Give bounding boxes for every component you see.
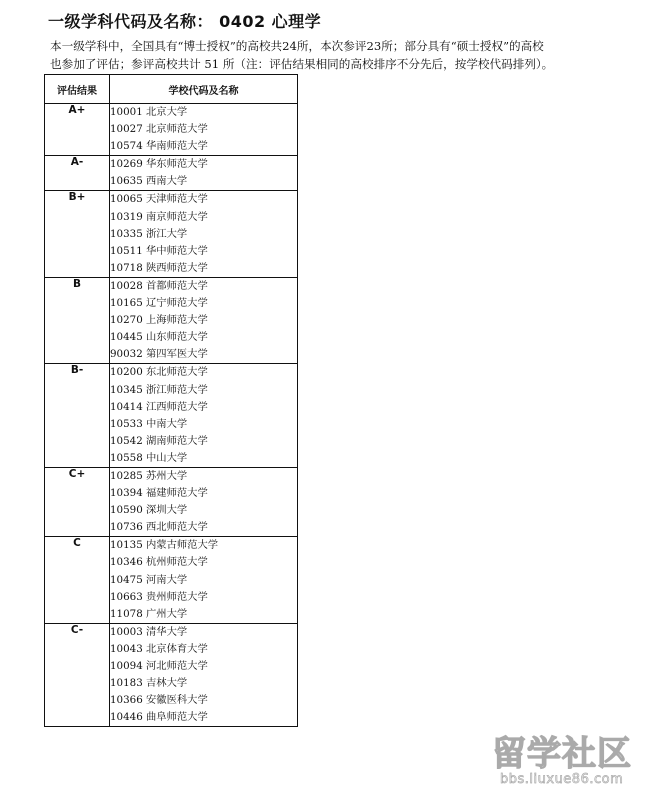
school-code: 90032 — [110, 348, 143, 361]
grade-cell: A+ — [45, 104, 110, 156]
school-name: 江西师范大学 — [146, 400, 208, 413]
school-code: 10663 — [110, 590, 143, 603]
school-code: 10366 — [110, 694, 143, 707]
school-code: 10200 — [110, 366, 143, 379]
school-entry — [110, 243, 297, 260]
schools-column-header: 学校代码及名称 — [110, 75, 298, 104]
school-name: 华南师范大学 — [146, 140, 208, 153]
grade-group-row — [45, 191, 298, 277]
school-entry — [110, 382, 297, 399]
school-entry — [110, 260, 297, 277]
school-name: 内蒙古师范大学 — [146, 539, 219, 552]
school-code: 10511 — [110, 244, 143, 257]
grade-cell: B — [45, 277, 110, 363]
school-entry — [110, 709, 297, 726]
intro-line-1: 本一级学科中，全国具有“博士授权”的高校共24所，本次参评23所；部分具有“硕士授权”的高校 — [50, 39, 544, 53]
school-name: 上海师范大学 — [146, 314, 208, 327]
grade-cell: B+ — [45, 191, 110, 277]
school-code: 10269 — [110, 158, 143, 171]
school-name: 天津师范大学 — [146, 193, 208, 206]
results-table — [44, 74, 298, 727]
schools-cell — [110, 467, 298, 536]
schools-cell — [110, 191, 298, 277]
school-entry — [110, 226, 297, 243]
page-title: 一级学科代码及名称： 0402 心理学 — [48, 12, 322, 31]
school-code: 10533 — [110, 417, 143, 430]
grade-cell: C+ — [45, 467, 110, 536]
school-name: 浙江大学 — [146, 227, 188, 240]
grade-cell: C — [45, 537, 110, 623]
school-entry — [110, 295, 297, 312]
grade-group-row — [45, 467, 298, 536]
school-entry — [110, 468, 297, 485]
grade-cell: B- — [45, 364, 110, 468]
school-name: 华中师范大学 — [146, 244, 208, 257]
school-entry — [110, 191, 297, 208]
school-code: 10319 — [110, 210, 143, 223]
school-entry — [110, 554, 297, 571]
school-entry — [110, 641, 297, 658]
school-code: 10135 — [110, 539, 143, 552]
grade-group-row — [45, 156, 298, 191]
school-code: 10574 — [110, 140, 143, 153]
school-code: 10475 — [110, 573, 143, 586]
table-header-row — [45, 75, 298, 104]
school-code: 10345 — [110, 383, 143, 396]
grade-group-row — [45, 277, 298, 363]
school-code: 10065 — [110, 193, 143, 206]
school-code: 10165 — [110, 297, 143, 310]
school-code: 10285 — [110, 469, 143, 482]
school-code: 11078 — [110, 607, 143, 620]
school-name: 福建师范大学 — [146, 487, 208, 500]
school-name: 北京体育大学 — [146, 642, 208, 655]
schools-cell — [110, 277, 298, 363]
school-entry — [110, 692, 297, 709]
school-name: 中山大学 — [146, 451, 188, 464]
school-code: 10394 — [110, 487, 143, 500]
school-name: 河北师范大学 — [146, 660, 208, 672]
school-entry — [110, 346, 297, 363]
school-code: 10003 — [110, 625, 143, 638]
school-code: 10043 — [110, 642, 143, 655]
watermark-logo-text: 留学社区 — [492, 734, 632, 774]
school-name: 广州大学 — [146, 607, 188, 620]
school-entry — [110, 675, 297, 692]
school-name: 杭州师范大学 — [146, 556, 208, 569]
school-entry — [110, 572, 297, 589]
school-entry — [110, 278, 297, 295]
school-code: 10183 — [110, 677, 143, 690]
school-code: 10346 — [110, 556, 143, 569]
school-name: 安徽医科大学 — [146, 694, 208, 707]
school-entry — [110, 173, 297, 190]
schools-cell — [110, 537, 298, 623]
school-name: 首都师范大学 — [146, 279, 208, 292]
school-code: 10270 — [110, 314, 143, 327]
school-entry — [110, 606, 297, 623]
school-code: 10001 — [110, 106, 143, 118]
school-name: 吉林大学 — [146, 677, 188, 690]
schools-cell — [110, 104, 298, 156]
grade-group-row — [45, 537, 298, 623]
school-name: 清华大学 — [146, 625, 188, 638]
school-entry — [110, 312, 297, 329]
school-code: 10414 — [110, 400, 143, 413]
grade-group-row — [45, 364, 298, 468]
school-name: 山东师范大学 — [146, 331, 208, 344]
grade-cell: A- — [45, 156, 110, 191]
watermark-logo — [492, 726, 662, 792]
school-entry — [110, 104, 297, 121]
school-code: 10446 — [110, 711, 143, 724]
school-name: 辽宁师范大学 — [146, 297, 208, 310]
school-entry — [110, 156, 297, 173]
school-code: 10335 — [110, 227, 143, 240]
school-entry — [110, 121, 297, 138]
school-name: 湖南师范大学 — [146, 434, 208, 447]
school-code: 10718 — [110, 261, 143, 274]
school-entry — [110, 624, 297, 641]
school-name: 河南大学 — [146, 573, 188, 586]
intro-paragraph — [50, 37, 660, 73]
schools-cell — [110, 623, 298, 727]
school-entry — [110, 416, 297, 433]
school-name: 浙江师范大学 — [146, 383, 208, 396]
school-code: 10028 — [110, 279, 143, 292]
school-entry — [110, 364, 297, 381]
school-entry — [110, 399, 297, 416]
grade-group-row — [45, 104, 298, 156]
school-name: 北京师范大学 — [146, 123, 208, 136]
school-code: 10094 — [110, 660, 143, 672]
school-entry — [110, 485, 297, 502]
school-name: 深圳大学 — [146, 504, 188, 517]
school-name: 曲阜师范大学 — [146, 711, 208, 724]
intro-line-2: 也参加了评估；参评高校共计 51 所（注：评估结果相同的高校排序不分先后，按学校代码排列）。 — [50, 57, 554, 71]
school-code: 10558 — [110, 451, 143, 464]
school-name: 西南大学 — [146, 175, 188, 188]
school-name: 中南大学 — [146, 417, 188, 430]
school-name: 东北师范大学 — [146, 366, 208, 379]
school-code: 10542 — [110, 434, 143, 447]
schools-cell — [110, 156, 298, 191]
school-name: 贵州师范大学 — [146, 590, 208, 603]
school-entry — [110, 502, 297, 519]
school-name: 西北师范大学 — [146, 521, 208, 534]
school-code: 10027 — [110, 123, 143, 136]
school-entry — [110, 537, 297, 554]
grade-column-header: 评估结果 — [45, 75, 110, 104]
school-code: 10736 — [110, 521, 143, 534]
grade-cell: C- — [45, 623, 110, 727]
school-name: 华东师范大学 — [146, 158, 208, 171]
school-name: 北京大学 — [146, 106, 188, 118]
school-entry — [110, 209, 297, 226]
school-entry — [110, 589, 297, 606]
schools-cell — [110, 364, 298, 468]
school-entry — [110, 138, 297, 155]
results-body — [45, 104, 298, 727]
school-entry — [110, 433, 297, 450]
school-entry — [110, 450, 297, 467]
school-code: 10445 — [110, 331, 143, 344]
school-entry — [110, 329, 297, 346]
school-entry — [110, 658, 297, 675]
school-entry — [110, 519, 297, 536]
school-name: 苏州大学 — [146, 469, 188, 482]
watermark-url: bbs.liuxue86.com — [500, 772, 624, 787]
school-name: 南京师范大学 — [146, 210, 208, 223]
school-name: 第四军医大学 — [146, 348, 208, 361]
school-code: 10590 — [110, 504, 143, 517]
grade-group-row — [45, 623, 298, 727]
school-code: 10635 — [110, 175, 143, 188]
school-name: 陕西师范大学 — [146, 261, 208, 274]
